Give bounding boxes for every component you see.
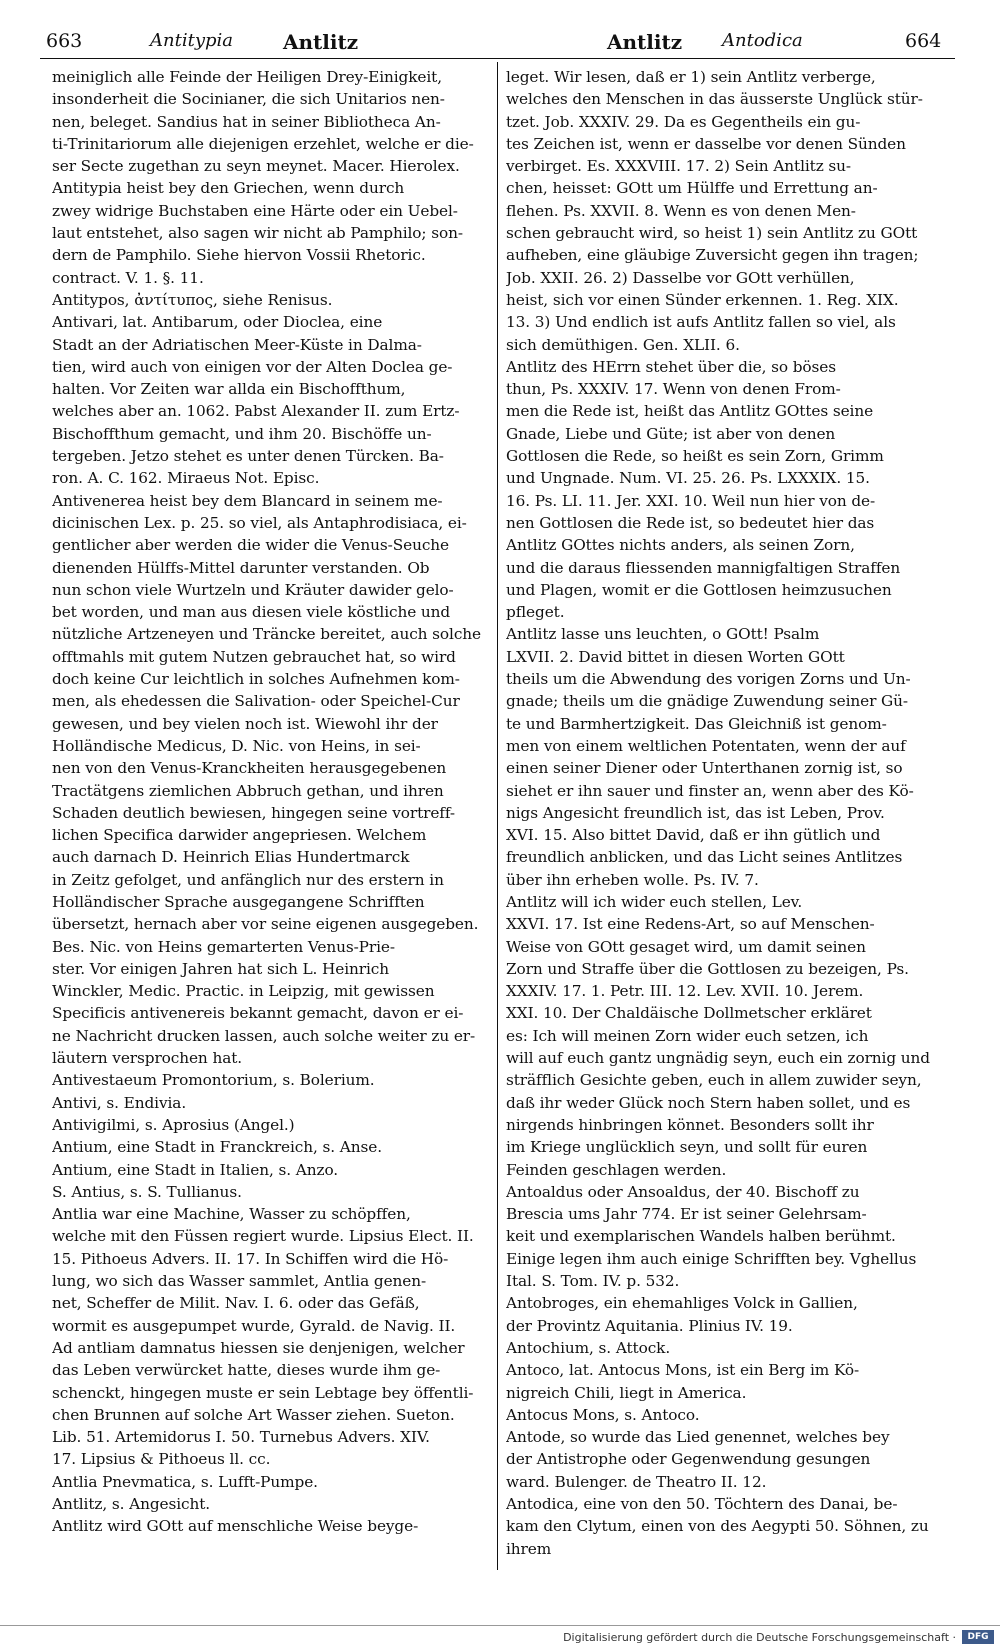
text-line: XXXIV. 17. 1. Petr. III. 12. Lev. XVII. 10. Jerem. <box>506 982 864 1001</box>
text-line: Holländische Medicus, D. Nic. von Heins, in sei- <box>52 736 421 755</box>
text-line: es: Ich will meinen Zorn wider euch setzen, ich <box>506 1026 869 1045</box>
text-line: Stadt an der Adriatischen Meer-Küste in Dalma- <box>52 335 422 354</box>
text-line: Antlitz des HErrn stehet über die, so böses <box>506 357 836 376</box>
text-line: sträfflich Gesichte geben, euch in allem zuwider seyn, <box>506 1071 922 1090</box>
text-line: XXVI. 17. Ist eine Redens-Art, so auf Menschen- <box>506 915 875 934</box>
text-line: meiniglich alle Feinde der Heiligen Drey-Einigkeit, <box>52 68 442 86</box>
text-line: Antocus Mons, s. Antoco. <box>506 1405 700 1424</box>
text-line: über ihn erheben wolle. Ps. IV. 7. <box>506 870 759 889</box>
text-line: chen Brunnen auf solche Art Wasser ziehen. Sueton. <box>52 1405 455 1424</box>
left-column <box>52 66 494 1566</box>
text-line: laut entstehet, also sagen wir nicht ab Pamphilo; son- <box>52 224 463 243</box>
text-line: Antlitz GOttes nichts anders, als seinen Zorn, <box>506 536 855 555</box>
text-line: gewesen, und bey vielen noch ist. Wiewohl ihr der <box>52 714 438 733</box>
text-line: der Provintz Aquitania. Plinius IV. 19. <box>506 1316 793 1335</box>
text-line: Schaden deutlich bewiesen, hingegen seine vortreff- <box>52 803 455 822</box>
text-line: insonderheit die Socinianer, die sich Unitarios nen- <box>52 90 445 109</box>
right-keyword: Antodica <box>722 30 803 51</box>
text-line: Gottlosen die Rede, so heißt es sein Zorn, Grimm <box>506 447 884 466</box>
text-line: Antivi, s. Endivia. <box>52 1093 187 1112</box>
text-line: bet worden, und man aus diesen viele köstliche und <box>52 603 451 622</box>
text-line: Antoco, lat. Antocus Mons, ist ein Berg im Kö- <box>506 1361 860 1380</box>
text-line: Antode, so wurde das Lied genennet, welches bey <box>506 1428 890 1447</box>
text-line: lung, wo sich das Wasser sammlet, Antlia genen- <box>52 1272 427 1291</box>
text-line: te und Barmhertzigkeit. Das Gleichniß ist genom- <box>506 714 887 733</box>
text-line: Holländischer Sprache ausgegangene Schrifften <box>52 892 425 911</box>
text-line: gentlicher aber werden die wider die Venus-Seuche <box>52 536 450 555</box>
text-line: Antlitz will ich wider euch stellen, Lev. <box>506 892 803 911</box>
text-line: S. Antius, s. S. Tullianus. <box>52 1182 242 1201</box>
text-line: Zorn und Straffe über die Gottlosen zu bezeigen, Ps. <box>506 959 909 978</box>
text-line: leget. Wir lesen, daß er 1) sein Antlitz verberge, <box>506 68 876 86</box>
text-line: Ital. S. Tom. IV. p. 532. <box>506 1272 680 1291</box>
text-line: lichen Specifica darwider angepriesen. Welchem <box>52 826 427 845</box>
text-line: zwey widrige Buchstaben eine Härte oder ein Uebel- <box>52 201 458 220</box>
text-line: Antoaldus oder Ansoaldus, der 40. Bischoff zu <box>506 1182 860 1201</box>
text-line: tzet. Job. XXXIV. 29. Da es Gegentheils ein gu- <box>506 112 861 131</box>
text-line: chen, heisset: GOtt um Hülffe und Errettung an- <box>506 179 878 198</box>
text-line: dicinischen Lex. p. 25. so viel, als Antaphrodisiaca, ei- <box>52 513 467 532</box>
text-line: doch keine Cur leichtlich in solches Aufnehmen kom- <box>52 670 460 689</box>
text-line: Feinden geschlagen werden. <box>506 1160 727 1179</box>
text-line: läutern versprochen hat. <box>52 1049 243 1068</box>
right-page-number: 664 <box>905 30 942 52</box>
text-line: ser Secte zugethan zu seyn meynet. Macer. Hierolex. <box>52 157 460 176</box>
text-line: keit und exemplarischen Wandels halben berühmt. <box>506 1227 896 1246</box>
text-line: Weise von GOtt gesaget wird, um damit seinen <box>506 937 866 956</box>
text-line: in Zeitz gefolget, und anfänglich nur des erstern in <box>52 870 444 889</box>
text-line: Specificis antivenereis bekannt gemacht, davon er ei- <box>52 1004 464 1023</box>
text-line: Brescia ums Jahr 774. Er ist seiner Gelehrsam- <box>506 1205 867 1224</box>
page-header <box>0 24 1000 58</box>
text-line: 16. Ps. LI. 11. Jer. XXI. 10. Weil nun hier von de- <box>506 491 876 510</box>
text-line: welches aber an. 1062. Pabst Alexander II. zum Ertz- <box>52 402 460 421</box>
text-line: Job. XXII. 26. 2) Dasselbe vor GOtt verhüllen, <box>506 268 855 287</box>
footer-credit: Digitalisierung gefördert durch die Deutsche Forschungsgemeinschaft · <box>563 1631 956 1644</box>
text-line: LXVII. 2. David bittet in diesen Worten GOtt <box>506 647 845 666</box>
text-line: ne Nachricht drucken lassen, auch solche weiter zu er- <box>52 1026 476 1045</box>
text-line: und die daraus fliessenden mannigfaltigen Straffen <box>506 558 901 577</box>
text-line: Antivestaeum Promontorium, s. Bolerium. <box>52 1071 375 1090</box>
text-line: dern de Pamphilo. Siehe hiervon Vossii Rhetoric. <box>52 246 426 265</box>
text-line: XVI. 15. Also bittet David, daß er ihn gütlich und <box>506 826 881 845</box>
text-line: offtmahls mit gutem Nutzen gebrauchet hat, so wird <box>52 647 456 666</box>
text-line: net, Scheffer de Milit. Nav. I. 6. oder das Gefäß, <box>52 1294 420 1313</box>
text-line: Antivari, lat. Antibarum, oder Dioclea, eine <box>52 313 383 332</box>
text-line: nützliche Artzeneyen und Träncke bereitet, auch solche <box>52 625 482 644</box>
footer <box>0 1625 1000 1649</box>
text-line: men von einem weltlichen Potentaten, wenn der auf <box>506 736 906 755</box>
text-line: Antivenerea heist bey dem Blancard in seinem me- <box>52 491 443 510</box>
left-keyword: Antitypia <box>150 30 233 51</box>
text-line: Gnade, Liebe und Güte; ist aber von denen <box>506 424 836 443</box>
header-rule <box>40 58 955 59</box>
text-line: welches den Menschen in das äusserste Unglück stür- <box>506 90 923 109</box>
text-line: nirgends hinbringen könnet. Besonders sollt ihr <box>506 1115 874 1134</box>
text-line: der Antistrophe oder Gegenwendung gesungen <box>506 1450 871 1469</box>
text-line: Antium, eine Stadt in Franckreich, s. Anse. <box>52 1138 382 1157</box>
text-line: Antium, eine Stadt in Italien, s. Anzo. <box>52 1160 339 1179</box>
text-line: Einige legen ihm auch einige Schrifften bey. Vghellus <box>506 1249 917 1268</box>
text-line: flehen. Ps. XXVII. 8. Wenn es von denen Men- <box>506 201 856 220</box>
text-line: und Plagen, womit er die Gottlosen heimzusuchen <box>506 580 892 599</box>
text-line: 17. Lipsius & Pithoeus ll. cc. <box>52 1450 271 1469</box>
left-page-number: 663 <box>46 30 83 52</box>
text-line: ti-Trinitariorum alle diejenigen erzehlet, welche er die- <box>52 134 474 153</box>
text-line: men, als ehedessen die Salivation- oder Speichel-Cur <box>52 692 460 711</box>
left-catchword: Antlitz <box>283 30 359 54</box>
text-line: will auf euch gantz ungnädig seyn, euch ein zornig und <box>506 1049 930 1068</box>
text-line: schen gebraucht wird, so heist 1) sein Antlitz zu GOtt <box>506 224 918 243</box>
text-line: ward. Bulenger. de Theatro II. 12. <box>506 1472 767 1491</box>
text-line: Winckler, Medic. Practic. in Leipzig, mit gewissen <box>52 982 435 1001</box>
text-line: kam den Clytum, einen von des Aegypti 50. Söhnen, zu <box>506 1517 929 1536</box>
text-line: und Ungnade. Num. VI. 25. 26. Ps. LXXXIX. 15. <box>506 469 870 488</box>
text-line: ster. Vor einigen Jahren hat sich L. Heinrich <box>52 959 390 978</box>
text-line: heist, sich vor einen Sünder erkennen. 1. Reg. XIX. <box>506 290 899 309</box>
text-line: nen von den Venus-Kranckheiten herausgegebenen <box>52 759 447 778</box>
text-line: schenckt, hingegen muste er sein Lebtage bey öffentli- <box>52 1383 474 1402</box>
text-line: theils um die Abwendung des vorigen Zorns und Un- <box>506 670 911 689</box>
text-line: Antlia war eine Machine, Wasser zu schöpffen, <box>52 1205 411 1224</box>
text-line: Tractätgens ziemlichen Abbruch gethan, und ihren <box>52 781 444 800</box>
text-line: tien, wird auch von einigen vor der Alten Doclea ge- <box>52 357 453 376</box>
text-line: tergeben. Jetzo stehet es unter denen Türcken. Ba- <box>52 447 444 466</box>
text-line: Antobroges, ein ehemahliges Volck in Gallien, <box>506 1294 858 1313</box>
text-line: ihrem <box>506 1539 552 1558</box>
text-line: nigs Angesicht freundlich ist, das ist Leben, Prov. <box>506 803 885 822</box>
text-line: 15. Pithoeus Advers. II. 17. In Schiffen wird die Hö- <box>52 1249 449 1268</box>
text-line: Bischoffthum gemacht, und ihm 20. Bischöffe un- <box>52 424 432 443</box>
text-line: Ad antliam damnatus hiessen sie denjenigen, welcher <box>52 1338 465 1357</box>
text-line: thun, Ps. XXXIV. 17. Wenn von denen From- <box>506 380 841 399</box>
text-line: daß ihr weder Glück noch Stern haben sollet, und es <box>506 1093 911 1112</box>
dfg-logo: DFG <box>962 1630 994 1644</box>
text-line: ron. A. C. 162. Miraeus Not. Episc. <box>52 469 320 488</box>
text-line: Antitypia heist bey den Griechen, wenn durch <box>52 179 405 198</box>
text-line: aufheben, eine gläubige Zuversicht gegen ihn tragen; <box>506 246 919 265</box>
text-line: Antivigilmi, s. Aprosius (Angel.) <box>52 1115 295 1134</box>
text-line: im Kriege unglücklich seyn, und sollt für euren <box>506 1138 868 1157</box>
text-line: sich demüthigen. Gen. XLII. 6. <box>506 335 740 354</box>
text-line: XXI. 10. Der Chaldäische Dollmetscher erkläret <box>506 1004 872 1023</box>
text-line: halten. Vor Zeiten war allda ein Bischoffthum, <box>52 380 406 399</box>
text-line: Antlitz wird GOtt auf menschliche Weise beyge- <box>52 1517 419 1536</box>
text-line: Antochium, s. Attock. <box>506 1338 671 1357</box>
text-line: nun schon viele Wurtzeln und Kräuter dawider gelo- <box>52 580 454 599</box>
text-line: nen, beleget. Sandius hat in seiner Bibliotheca An- <box>52 112 441 131</box>
text-line: Antlitz lasse uns leuchten, o GOtt! Psalm <box>506 625 820 644</box>
column-divider <box>497 62 498 1570</box>
text-line: nen Gottlosen die Rede ist, so bedeutet hier das <box>506 513 875 532</box>
text-line: welche mit den Füssen regiert wurde. Lipsius Elect. II. <box>52 1227 474 1246</box>
text-line: Antlia Pnevmatica, s. Lufft-Pumpe. <box>52 1472 318 1491</box>
text-line: tes Zeichen ist, wenn er dasselbe vor denen Sünden <box>506 134 906 153</box>
text-line: freundlich anblicken, und das Licht seines Antlitzes <box>506 848 903 867</box>
text-line: Lib. 51. Artemidorus I. 50. Turnebus Advers. XIV. <box>52 1428 430 1447</box>
text-line: Antlitz, s. Angesicht. <box>52 1495 211 1513</box>
footer-rule <box>0 1625 1000 1626</box>
text-line: verbirget. Es. XXXVIII. 17. 2) Sein Antlitz su- <box>506 157 851 176</box>
text-line: wormit es ausgepumpet wurde, Gyrald. de Navig. II. <box>52 1316 456 1335</box>
text-line: dienenden Hülffs-Mittel darunter verstanden. Ob <box>52 558 430 577</box>
text-line: übersetzt, hernach aber vor seine eigenen ausgegeben. <box>52 915 479 934</box>
text-line: 13. 3) Und endlich ist aufs Antlitz fallen so viel, als <box>506 313 896 332</box>
text-line: einen seiner Diener oder Unterthanen zornig ist, so <box>506 759 903 778</box>
right-column <box>506 66 948 1566</box>
right-catchword: Antlitz <box>607 30 683 54</box>
text-line: das Leben verwürcket hatte, dieses wurde ihm ge- <box>52 1361 441 1380</box>
text-line: auch darnach D. Heinrich Elias Hundertmarck <box>52 848 410 867</box>
text-line: Bes. Nic. von Heins gemarterten Venus-Prie- <box>52 937 395 956</box>
text-line: gnade; theils um die gnädige Zuwendung seiner Gü- <box>506 692 908 711</box>
text-line: Antodica, eine von den 50. Töchtern des Danai, be- <box>506 1495 898 1513</box>
text-line: nigreich Chili, liegt in America. <box>506 1383 747 1402</box>
text-line: contract. V. 1. §. 11. <box>52 268 204 287</box>
text-line: men die Rede ist, heißt das Antlitz GOttes seine <box>506 402 874 421</box>
text-line: Antitypos, ἀντίτυπος, siehe Renisus. <box>52 290 333 309</box>
text-line: pfleget. <box>506 603 565 622</box>
text-line: siehet er ihn sauer und finster an, wenn aber des Kö- <box>506 781 914 800</box>
